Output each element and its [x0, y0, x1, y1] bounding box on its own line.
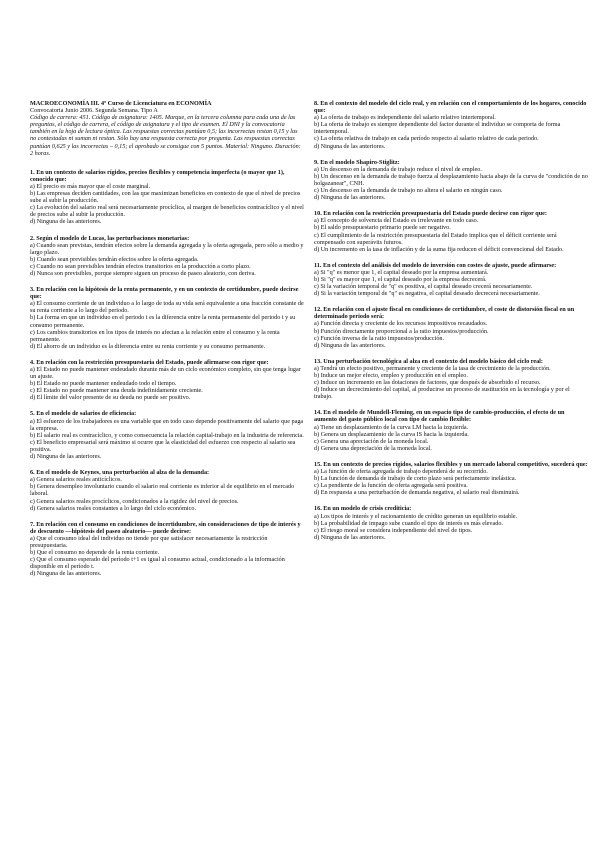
answer-option: a) Genera salarios reales anticíclicos. — [30, 476, 122, 484]
question-stem: 11. En el contexto del análisis del modelo de inversión con costes de ajuste, puede afirmarse: — [314, 261, 557, 269]
answer-option: b) La forma en que un individuo en el periodo t es la diferencia entre la renta permanente del periodo t y su consumo permanente. — [30, 314, 296, 329]
answer-option: b) Genera un desplazamiento de la curva IS hacia la izquierda. — [314, 430, 469, 438]
question-item — [30, 410, 305, 460]
answer-option: d) El límite del valor presente de su deuda no puede ser positivo. — [30, 394, 191, 402]
answer-option: b) El salario real es contracíclico, y como consecuencia la relación capital-trabajo en la industria de referencia. — [30, 431, 304, 439]
question-item — [30, 286, 305, 350]
question-item — [30, 169, 305, 226]
question-stem: 8. En el contexto del modelo del ciclo real, y en relación con el comportamiento de los hogares, conocido que: — [314, 100, 587, 115]
question-item — [314, 262, 589, 297]
answer-option: c) El cumplimiento de la restricción presupuestaria del Estado implica que el déficit corriente será compensado con superávits futuros. — [314, 231, 557, 246]
answer-option: d) Ninguna de las anteriores. — [30, 218, 102, 226]
question-stem: 13. Una perturbación tecnológica al alza en el contexto del modelo básico del ciclo real: — [314, 357, 543, 365]
answer-option: d) En respuesta a una perturbación de demanda negativa, el salario real disminuirá. — [314, 489, 520, 497]
question-item — [314, 358, 589, 401]
answer-option: d) Si la variación temporal de "q" es negativa, el capital deseado decrecerá necesariamente. — [314, 290, 540, 298]
answer-option: c) Induce un incremento en las dotaciones de factores, que después de absorbido el recurso. — [314, 379, 541, 387]
question-item — [314, 505, 589, 540]
question-list-left — [30, 169, 305, 578]
question-stem: 4. En relación con la restricción presupuestaria del Estado, puede afirmarse con rigor que: — [30, 358, 269, 366]
answer-option: d) Induce un decrecimiento del capital, al producirse un proceso de sustitución en la tecnología y por el trabajo. — [314, 386, 570, 401]
right-column — [314, 100, 589, 550]
answer-option: d) Ninguna de las anteriores. — [314, 533, 386, 541]
question-item — [314, 100, 589, 150]
answer-option: a) Un descenso en la demanda de trabajo reduce el nivel de empleo. — [314, 165, 482, 173]
answer-option: c) El beneficio empresarial será máximo si ocurre que la elasticidad del esfuerzo con respecto al salario sea positiva. — [30, 438, 296, 453]
answer-option: a) El esfuerzo de los trabajadores es una variable que en todo caso depende positivamente del salario que paga la empresa. — [30, 417, 304, 432]
question-item — [30, 521, 305, 578]
answer-option: b) La oferta de trabajo es siempre dependiente del factor durante el individuo se comporta de forma intertemporal. — [314, 121, 561, 136]
answer-option: a) El precio es más mayor que el coste marginal. — [30, 182, 151, 190]
answer-option: d) Ninguna de las anteriores. — [314, 341, 386, 349]
answer-option: d) El ahorro de un individuo es la diferencia entre su renta corriente y su consumo permanente. — [30, 342, 266, 350]
answer-option: b) El Estado no puede mantener endeudado todo el tiempo. — [30, 380, 177, 388]
question-stem: 10. En relación con la restricción presupuestaria del Estado puede decirse con rigor que: — [314, 210, 547, 218]
answer-option: d) Ninguna de las anteriores. — [314, 194, 386, 202]
answer-option: d) Un incremento en la tasa de inflación y de la suma fija reducen el déficit convencional del Estado. — [314, 245, 564, 253]
answer-option: c) El Estado no puede mantener una deuda indefinidamente creciente. — [30, 387, 203, 395]
answer-option: c) Un descenso en la demanda de trabajo no altera el salario en ningún caso. — [314, 187, 503, 195]
answer-option: c) Que el consumo esperado del período t+1 es igual al consumo actual, condicionado a la información disponible en el período t. — [30, 556, 285, 571]
answer-option: b) Las empresas deciden cantidades, con las que maximizan beneficios en contexto de que el nivel de precios sube al subir la producción. — [30, 190, 301, 205]
answer-option: b) Genera desempleo involuntario cuando el salario real corriente es inferior al de equilibrio en el mercado laboral. — [30, 483, 295, 498]
answer-option: b) La función de demanda de trabajo de corto plazo será perfectamente inelástica. — [314, 475, 517, 483]
answer-option: d) Genera salarios reales constantes a lo largo del ciclo económico. — [30, 504, 197, 512]
question-stem: 12. En relación con el ajuste fiscal en condiciones de certidumbre, el coste de distorsión fiscal en un determinado periodo será: — [314, 306, 575, 321]
exam-title: MACROECONOMÍA III. 4º Curso de Licenciatura en ECONOMÍA — [30, 100, 212, 107]
question-stem: 2. Según el modelo de Lucas, las perturbaciones monetarias: — [30, 234, 190, 242]
exam-instructions: Código de carrera: 451. Código de asignatura: 1405. Marque, en la tercera columna para cada una de las preguntas, el código de carrera, el código de asignatura y el tipo de examen. El DNI y la convocatoria también en la hoja de lectura óptica. Las respuestas correctas puntúan 0,5; las incorrectas restan 0,15 y las no contestadas ni suman ni restan. Sólo hay una respuesta correcta por pregunta. Las respuestas correctas puntúan 0,625 y las incorrectas – 0,15; el aprobado se consigue con 5 puntos. Material: Ninguno. Duración: 2 horas. — [30, 114, 301, 157]
question-stem: 5. En el modelo de salarios de eficiencia: — [30, 410, 137, 418]
answer-option: b) Si "q" es mayor que 1, el capital deseado por la empresa decrecerá. — [314, 275, 487, 283]
answer-option: b) La probabilidad de impago sube cuando el tipo de interés es más elevado. — [314, 519, 504, 527]
question-item — [314, 159, 589, 202]
answer-option: a) Si "q" es menor que 1, el capital deseado por la empresa aumentará. — [314, 268, 489, 276]
answer-option: b) Cuando sean previsibles tendrán efectos sobre la oferta agregada. — [30, 255, 199, 263]
answer-option: b) Función directamente proporcional a la ratio impuestos/producción. — [314, 327, 489, 335]
answer-option: a) Los tipos de interés y el racionamiento de crédito generan un equilibrio estable. — [314, 512, 518, 520]
answer-option: b) El saldo presupuestario primario puede ser negativo. — [314, 224, 451, 232]
answer-option: c) Si la variación temporal de "q" es positiva, el capital deseado crecerá necesariamente. — [314, 283, 533, 291]
question-stem: 1. En un contexto de salarios rígidos, precios flexibles y competencia imperfecta (o mayor que 1), conocido que: — [30, 168, 285, 183]
question-item — [314, 210, 589, 253]
question-stem: 14. En el modelo de Mundell-Fleming, en un espacio tipo de cambio-producción, el efecto de un aumento del gasto público local con tipo de cambio flexible: — [314, 409, 565, 424]
question-item — [314, 461, 589, 496]
answer-option: a) Función directa y creciente de los recursos impositivos recaudados. — [314, 320, 488, 328]
exam-header — [30, 100, 305, 157]
answer-option: d) Ninguna de las anteriores. — [314, 142, 386, 150]
answer-option: b) Induce un mejor efecto, empleo y producción en el empleo. — [314, 372, 468, 379]
question-stem: 7. En relación con el consumo en condiciones de incertidumbre, sin consideraciones de tipo de interés y de descuento —hipótesis del paseo aleatorio— puede decirse: — [30, 520, 301, 535]
answer-option: a) El Estado no puede mantener endeudado durante más de un ciclo económico completo, sin que tenga lugar un ajuste. — [30, 366, 301, 381]
question-stem: 15. En un contexto de precios rígidos, salarios flexibles y un mercado laboral competitivo, sucederá que: — [314, 460, 588, 468]
answer-option: a) Que el consumo ideal del individuo no tiende por que satisfacer necesariamente la restricción presupuestaria. — [30, 534, 268, 549]
answer-option: d) Ninguna de las anteriores. — [30, 570, 102, 578]
answer-option: a) El concepto de solvencia del Estado es irrelevante en todo caso. — [314, 217, 479, 225]
answer-option: c) La oferta relativa de trabajo en cada período respecto al salario relativo de cada periodo. — [314, 135, 539, 143]
question-item — [314, 306, 589, 349]
answer-option: b) Un descenso en la demanda de trabajo fuerza al desplazamiento hacia abajo de la curva de "condición de no holgazanear", CNH. — [314, 172, 588, 187]
answer-option: d) Genera una depreciación de la moneda local. — [314, 444, 432, 452]
answer-option: c) Los cambios transitorios en los tipos de interés no afectan a la relación entre el consumo y la renta permanente. — [30, 328, 280, 343]
answer-option: b) Que el consumo no depende de la renta corriente. — [30, 549, 160, 557]
answer-option: a) La función de oferta agregada de trabajo dependerá de su recorrido. — [314, 468, 488, 476]
answer-option: c) Genera salarios reales procíclicos, condicionados a la rigidez del nivel de precios. — [30, 497, 239, 505]
question-item — [30, 469, 305, 512]
question-stem: 16. En un modelo de crisis crediticia: — [314, 505, 412, 513]
answer-option: a) La oferta de trabajo es independiente del salario relativo intertemporal. — [314, 114, 496, 122]
question-stem: 9. En el modelo Shapiro-Stiglitz: — [314, 158, 400, 166]
answer-option: c) El riesgo moral se considera independiente del nivel de tipos. — [314, 526, 473, 534]
exam-session: Convocatoria Junio 2006. Segunda Semana. Tipo A — [30, 107, 158, 115]
answer-option: a) Tiene un desplazamiento de la curva LM hacia la izquierda. — [314, 423, 469, 431]
answer-option: a) Tendrá un efecto positivo, permanente y creciente de la tasa de crecimiento de la producción. — [314, 364, 551, 372]
answer-option: d) Nunca son previsibles, porque siempre siguen un proceso de paseo aleatorio, con deriva. — [30, 269, 256, 277]
answer-option: c) La pendiente de la función de oferta agregada será positiva. — [314, 482, 468, 490]
answer-option: c) Función inversa de la ratio impuestos/producción. — [314, 334, 445, 342]
answer-option: a) Cuando sean previstas, tendrán efectos sobre la demanda agregada y la oferta agregada, pero sólo a medio y largo plazo. — [30, 241, 304, 256]
answer-option: c) La evolución del salario real será necesariamente procíclica, al margen de beneficios contracíclico y el nivel de precios sube al subir la producción. — [30, 204, 304, 219]
question-stem: 3. En relación con la hipótesis de la renta permanente, y en un contexto de certidumbre, puede decirse que: — [30, 286, 299, 301]
answer-option: d) Ninguna de las anteriores. — [30, 453, 102, 461]
question-stem: 6. En el modelo de Keynes, una perturbación al alza de la demanda: — [30, 469, 210, 477]
answer-option: c) Genera una apreciación de la moneda local. — [314, 437, 429, 445]
answer-option: a) El consumo corriente de un individuo a lo largo de toda su vida será equivalente a una fracción constante de su renta corriente a lo largo del periodo. — [30, 300, 304, 315]
left-column — [30, 100, 305, 586]
question-list-right — [314, 100, 589, 541]
question-item — [30, 359, 305, 402]
question-item — [314, 409, 589, 452]
answer-option: c) Cuando no sean previsibles tendrán efectos transitorios en la producción a corto plazo. — [30, 262, 251, 270]
question-item — [30, 235, 305, 278]
